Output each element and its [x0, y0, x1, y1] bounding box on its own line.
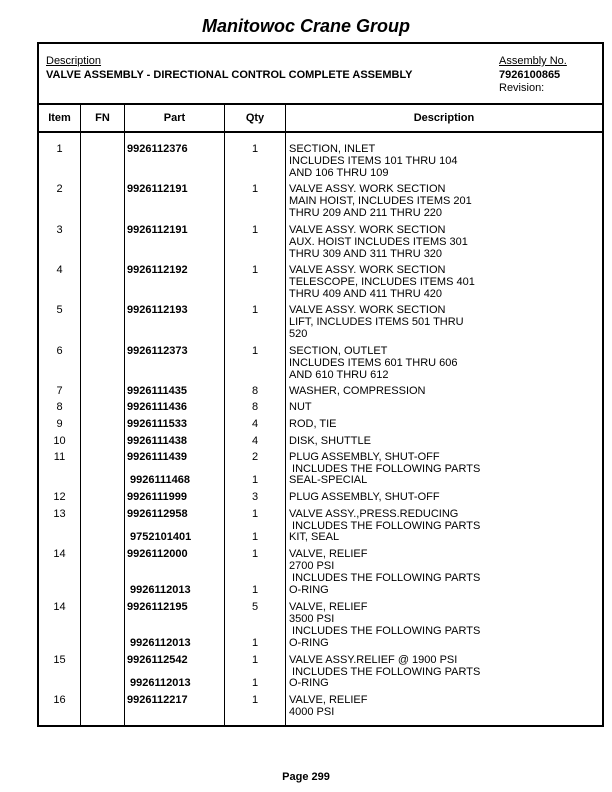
quantity-cell: 1: [251, 345, 259, 357]
item-cell: 1: [56, 143, 63, 155]
quantity-cell: 5: [251, 601, 259, 613]
part-number-cell: 9926112013: [127, 584, 191, 596]
column-header-fn: FN: [95, 112, 110, 124]
description-cell: VALVE ASSY. WORK SECTION AUX. HOIST INCLUDES ITEMS 301 THRU 309 AND 311 THRU 320: [289, 224, 468, 260]
part-number-cell: 9926111468: [127, 474, 191, 486]
assembly-number-label: Assembly No.: [499, 55, 567, 67]
part-number-cell: 9926111533: [127, 418, 187, 430]
quantity-cell: 8: [251, 385, 259, 397]
quantity-cell: 1: [251, 183, 259, 195]
part-number-cell: 9926112191: [127, 183, 188, 195]
item-cell: 12: [53, 491, 66, 503]
description-cell: NUT: [289, 401, 312, 413]
document-title: Manitowoc Crane Group: [201, 16, 410, 36]
assembly-number-value: 7926100865: [499, 69, 561, 81]
part-number-cell: 9926111999: [127, 491, 187, 503]
description-cell: VALVE ASSY. WORK SECTION TELESCOPE, INCLUDES ITEMS 401 THRU 409 AND 411 THRU 420: [289, 264, 475, 300]
description-cell: PLUG ASSEMBLY, SHUT-OFF: [289, 491, 440, 503]
description-cell: ROD, TIE: [289, 418, 337, 430]
description-cell: VALVE ASSY.RELIEF @ 1900 PSI INCLUDES THE FOLLOWING PARTS: [289, 654, 481, 678]
part-number-cell: 9926111438: [127, 435, 187, 447]
item-cell: 6: [56, 345, 63, 357]
item-cell: 16: [53, 694, 66, 706]
part-number-cell: 9926111439: [127, 451, 187, 463]
quantity-cell: 4: [251, 418, 259, 430]
assembly-header: [39, 44, 602, 105]
description-cell: VALVE ASSY. WORK SECTION MAIN HOIST, INCLUDES ITEMS 201 THRU 209 AND 211 THRU 220: [289, 183, 472, 219]
quantity-cell: 1: [251, 548, 259, 560]
item-cell: 5: [56, 304, 63, 316]
description-cell: VALVE ASSY.,PRESS.REDUCING INCLUDES THE FOLLOWING PARTS: [289, 508, 481, 532]
item-cell: 9: [56, 418, 63, 430]
quantity-cell: 1: [251, 677, 259, 689]
part-number-cell: 9926112542: [127, 654, 188, 666]
part-number-cell: 9926112000: [127, 548, 188, 560]
description-cell: VALVE, RELIEF 2700 PSI INCLUDES THE FOLLOWING PARTS: [289, 548, 481, 584]
column-header-description: Description: [413, 112, 475, 124]
part-number-cell: 9926112195: [127, 601, 188, 613]
column-header-part: Part: [163, 112, 186, 124]
item-cell: 10: [53, 435, 66, 447]
quantity-cell: 1: [251, 474, 259, 486]
item-cell: 14: [53, 548, 66, 560]
part-number-cell: 9926112013: [127, 677, 191, 689]
part-number-cell: 9926112013: [127, 637, 191, 649]
column-divider: [124, 105, 125, 727]
quantity-cell: 4: [251, 435, 259, 447]
description-value: VALVE ASSEMBLY - DIRECTIONAL CONTROL COMPLETE ASSEMBLY: [46, 69, 413, 81]
item-cell: 4: [56, 264, 63, 276]
quantity-cell: 1: [251, 637, 259, 649]
parts-list-frame: [37, 42, 604, 727]
quantity-cell: 1: [251, 531, 259, 543]
description-cell: VALVE ASSY. WORK SECTION LIFT, INCLUDES ITEMS 501 THRU 520: [289, 304, 464, 340]
part-number-cell: 9926112373: [127, 345, 188, 357]
quantity-cell: 1: [251, 508, 259, 520]
quantity-cell: 2: [251, 451, 259, 463]
item-cell: 13: [53, 508, 66, 520]
quantity-cell: 3: [251, 491, 259, 503]
quantity-cell: 1: [251, 143, 259, 155]
description-cell: DISK, SHUTTLE: [289, 435, 371, 447]
quantity-cell: 8: [251, 401, 259, 413]
description-cell: VALVE, RELIEF 4000 PSI: [289, 694, 368, 718]
quantity-cell: 1: [251, 654, 259, 666]
description-cell: O-RING: [289, 584, 329, 596]
description-cell: VALVE, RELIEF 3500 PSI INCLUDES THE FOLLOWING PARTS: [289, 601, 481, 637]
description-cell: SECTION, INLET INCLUDES ITEMS 101 THRU 104 AND 106 THRU 109: [289, 143, 458, 179]
description-cell: PLUG ASSEMBLY, SHUT-OFF INCLUDES THE FOLLOWING PARTS: [289, 451, 481, 475]
item-cell: 11: [53, 451, 66, 463]
description-cell: O-RING: [289, 677, 329, 689]
part-number-cell: 9926112217: [127, 694, 188, 706]
item-cell: 15: [53, 654, 66, 666]
description-cell: SECTION, OUTLET INCLUDES ITEMS 601 THRU 606 AND 610 THRU 612: [289, 345, 458, 381]
part-number-cell: 9926112958: [127, 508, 188, 520]
description-cell: KIT, SEAL: [289, 531, 340, 543]
part-number-cell: 9926112192: [127, 264, 188, 276]
revision-label: Revision:: [499, 82, 545, 94]
column-header-qty: Qty: [245, 112, 265, 124]
item-cell: 3: [56, 224, 63, 236]
part-number-cell: 9926111435: [127, 385, 187, 397]
description-label: Description: [46, 55, 102, 67]
item-cell: 14: [53, 601, 66, 613]
quantity-cell: 1: [251, 264, 259, 276]
item-cell: 2: [56, 183, 63, 195]
part-number-cell: 9926111436: [127, 401, 187, 413]
quantity-cell: 1: [251, 584, 259, 596]
column-header-item: Item: [48, 112, 71, 124]
description-cell: WASHER, COMPRESSION: [289, 385, 426, 397]
quantity-cell: 1: [251, 694, 259, 706]
column-divider: [285, 105, 286, 727]
page-number: Page 299: [282, 771, 330, 783]
quantity-cell: 1: [251, 224, 259, 236]
column-divider: [80, 105, 81, 727]
description-cell: SEAL-SPECIAL: [289, 474, 368, 486]
quantity-cell: 1: [251, 304, 259, 316]
part-number-cell: 9752101401: [127, 531, 192, 543]
description-cell: O-RING: [289, 637, 329, 649]
part-number-cell: 9926112191: [127, 224, 188, 236]
item-cell: 8: [56, 401, 63, 413]
part-number-cell: 9926112376: [127, 143, 188, 155]
column-divider: [224, 105, 225, 727]
item-cell: 7: [56, 385, 63, 397]
part-number-cell: 9926112193: [127, 304, 188, 316]
